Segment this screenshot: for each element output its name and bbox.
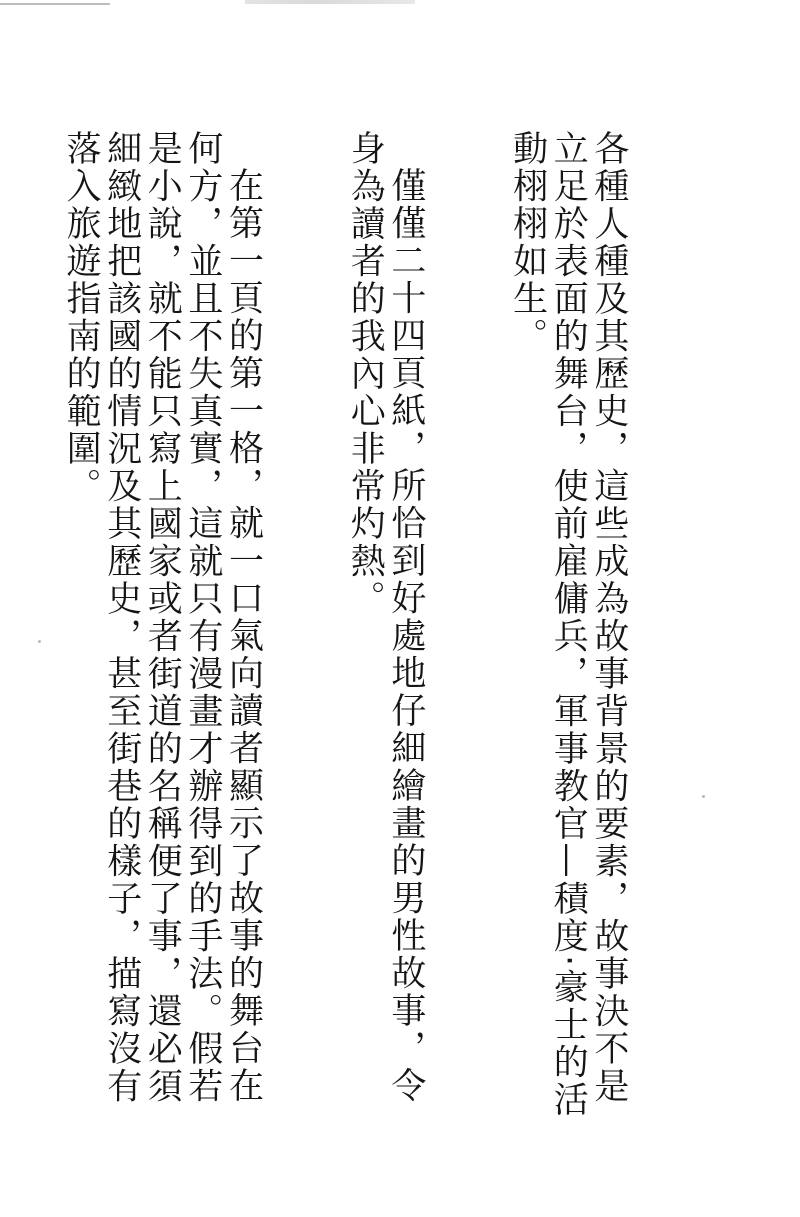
paragraph-3: 在第一頁的第一格，就一口氣向讀者顯示了故事的舞台在何方，並且不失真實，這就只有漫畫才辦得到的手法。假若是小說，就不能只寫上國家或者街道的名稱便了事，還必須細緻地把該國的情況及其歷史，甚至街巷的樣子，描寫沒有落入旅遊指南的範圍。	[61, 130, 264, 1105]
paragraph-1: 各種人種及其歷史，這些成為故事背景的要素，故事決不是立足於表面的舞台，使前雇傭兵，軍事教官—積度‧豪士的活動栩栩如生。	[507, 130, 629, 1119]
scan-artifact-smudge	[245, 0, 415, 4]
scan-artifact-line	[0, 3, 110, 5]
paragraph-2: 僅僅二十四頁紙，所恰到好處地仔細繪畫的男性故事，令身為讀者的我內心非常灼熱。	[345, 130, 426, 1105]
vertical-body-text	[0, 130, 710, 1130]
